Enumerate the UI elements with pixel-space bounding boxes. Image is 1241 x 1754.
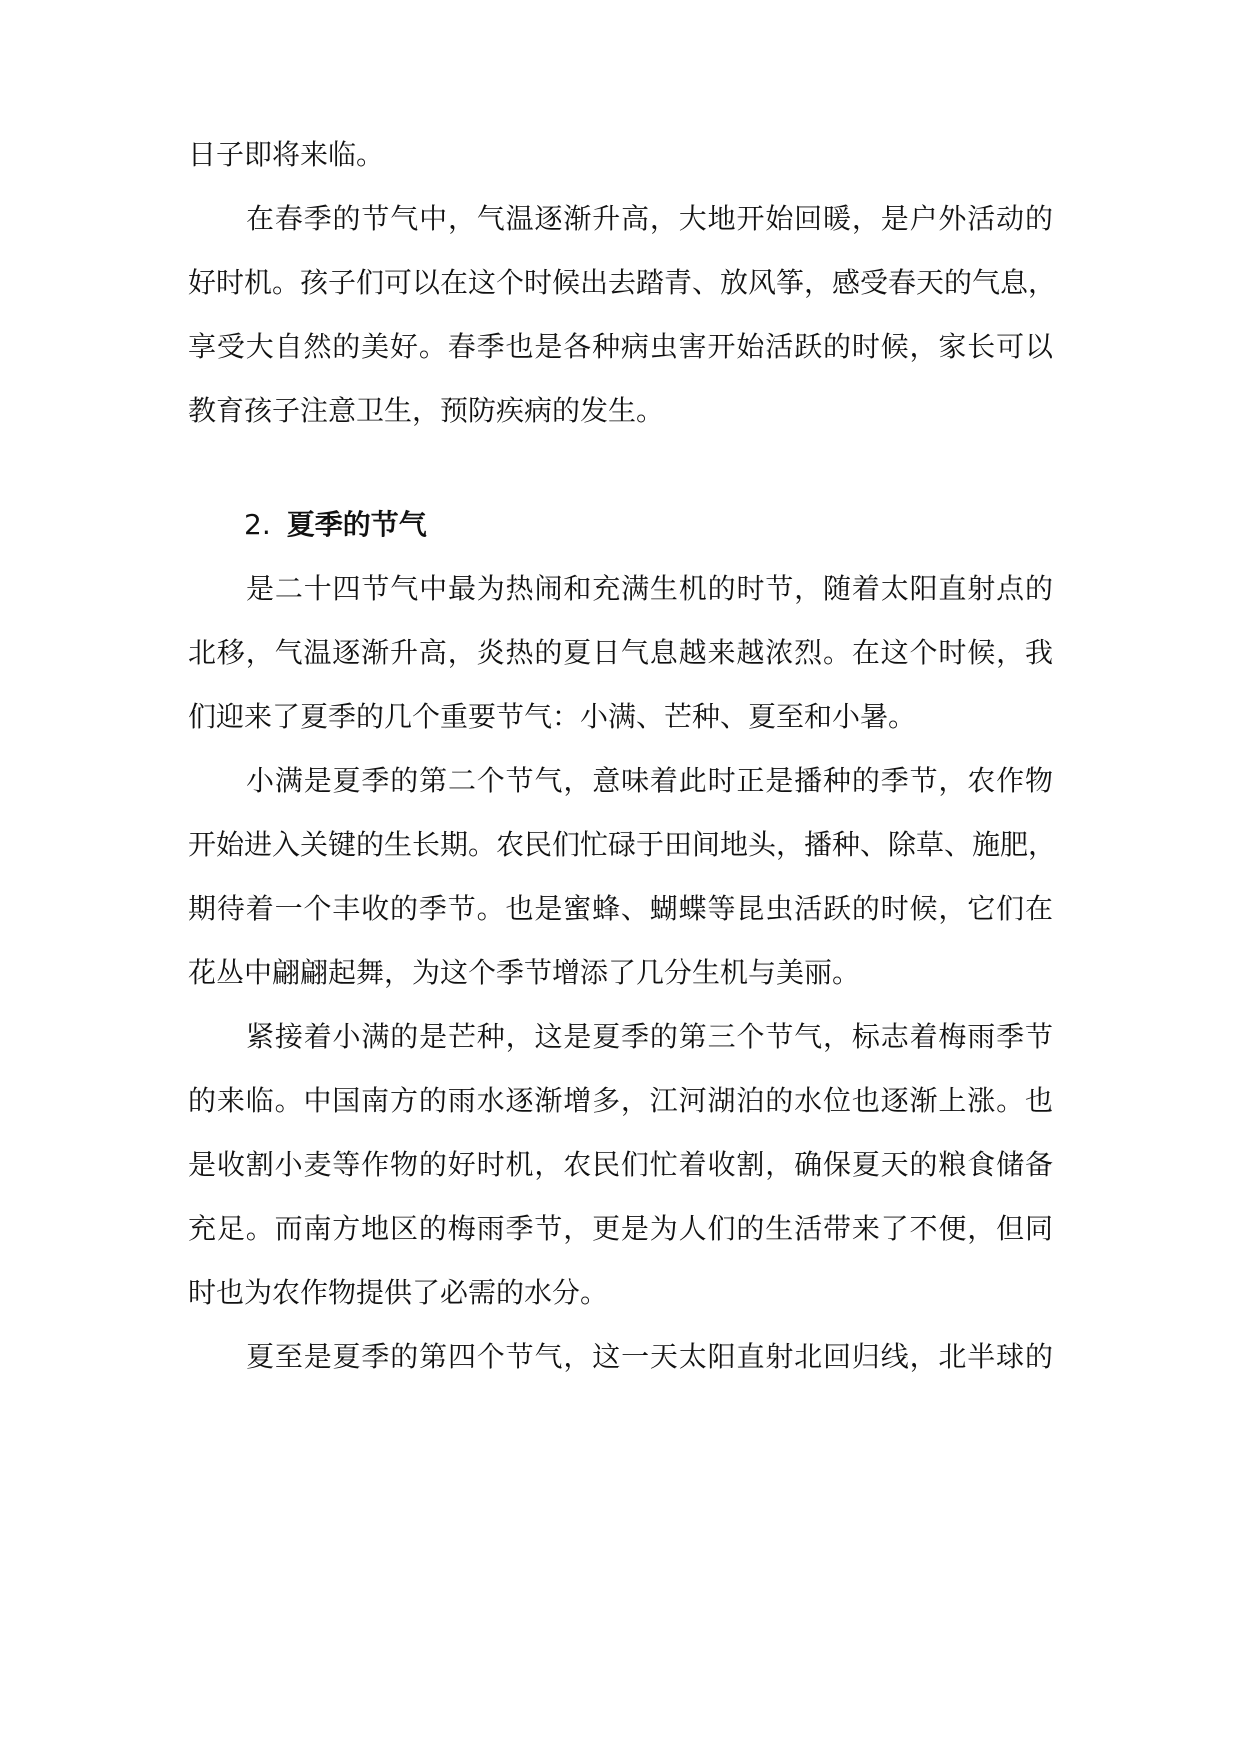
paragraph-line: 是收割小麦等作物的好时机，农民们忙着收割，确保夏天的粮食储备 [188,1148,1053,1181]
paragraph-line: 日子即将来临。 [188,138,385,171]
paragraph-line: 夏至是夏季的第四个节气，这一天太阳直射北回归线，北半球的 [246,1340,1053,1373]
paragraph-line: 花丛中翩翩起舞，为这个季节增添了几分生机与美丽。 [188,956,861,989]
paragraph-line: 期待着一个丰收的季节。也是蜜蜂、蝴蝶等昆虫活跃的时候，它们在 [188,892,1053,925]
section-heading [244,505,427,545]
paragraph-line: 们迎来了夏季的几个重要节气：小满、芒种、夏至和小暑。 [188,700,917,733]
paragraph-line: 是二十四节气中最为热闹和充满生机的时节，随着太阳直射点的 [246,572,1053,605]
paragraph-line: 在春季的节气中，气温逐渐升高，大地开始回暖，是户外活动的 [246,202,1053,235]
paragraph-line: 开始进入关键的生长期。农民们忙碌于田间地头，播种、除草、施肥， [188,828,1057,861]
paragraph-line: 充足。而南方地区的梅雨季节，更是为人们的生活带来了不便，但同 [188,1212,1053,1245]
paragraph-line: 北移，气温逐渐升高，炎热的夏日气息越来越浓烈。在这个时候，我 [188,636,1053,669]
section-title: 夏季的节气 [286,508,427,541]
paragraph-line: 教育孩子注意卫生，预防疾病的发生。 [188,394,665,427]
paragraph-line: 的来临。中国南方的雨水逐渐增多，江河湖泊的水位也逐渐上涨。也 [188,1084,1053,1117]
paragraph-line: 时也为农作物提供了必需的水分。 [188,1276,609,1309]
paragraph-line: 小满是夏季的第二个节气，意味着此时正是播种的季节，农作物 [246,764,1053,797]
paragraph-line: 享受大自然的美好。春季也是各种病虫害开始活跃的时候，家长可以 [188,330,1053,363]
section-number: 2. [244,508,271,541]
paragraph-line: 好时机。孩子们可以在这个时候出去踏青、放风筝，感受春天的气息， [188,266,1057,299]
paragraph-line: 紧接着小满的是芒种，这是夏季的第三个节气，标志着梅雨季节 [246,1020,1053,1053]
